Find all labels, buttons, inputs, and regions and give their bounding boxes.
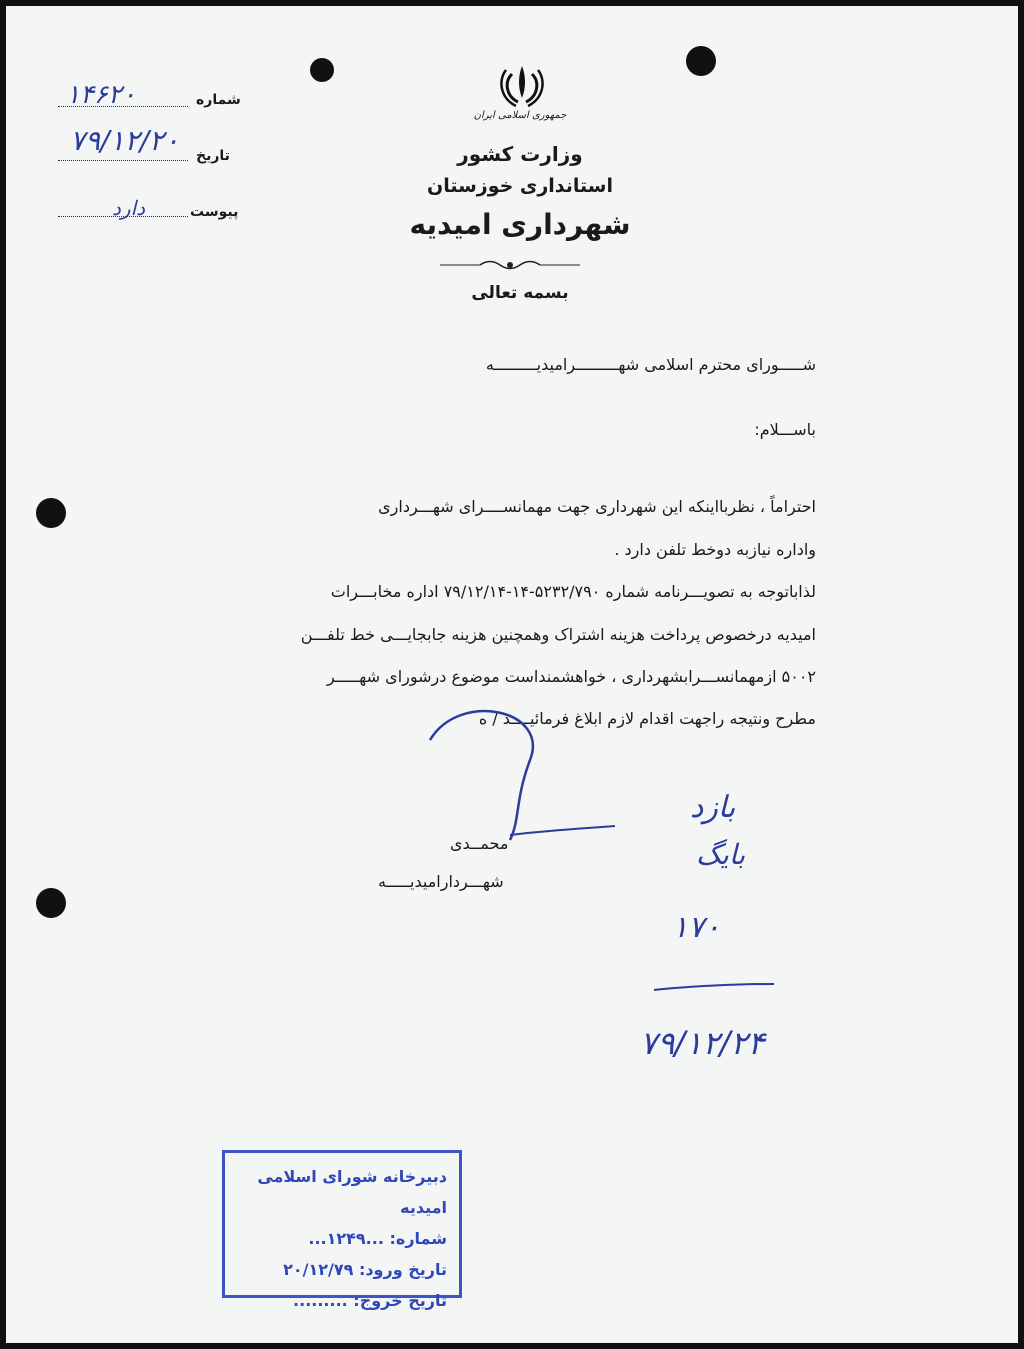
punch-hole <box>310 58 334 82</box>
date-label: تاریخ <box>196 148 230 164</box>
body-line-1: احتراماً ، نظربااینکه این شهرداری جهت مهمانســــرای شهـــرداری <box>378 497 816 516</box>
stamp-line-1: دبیرخانه شورای اسلامی امیدیه <box>257 1167 447 1217</box>
stamp-line-2: شماره: ...۱۲۴۹... <box>308 1229 447 1248</box>
body-line-3: لذاباتوجه به تصویـــرنامه شماره ۵۲۳۲/۷۹۰-۱۴-۷۹/۱۲/۱۴ اداره مخابـــرات <box>330 582 816 601</box>
ministry-title: وزارت کشور <box>457 142 583 166</box>
body-line-2: واداره نیازبه دوخط تلفن دارد . <box>614 540 816 559</box>
annotation-note-1: بازد <box>690 790 736 825</box>
body-line-5: ۵۰۰۲ ازمهمانســـرابشهرداری ، خواهشمنداست موضوع درشورای شهـــــر <box>327 667 816 686</box>
annotation-date: ۷۹/۱۲/۲۴ <box>640 1024 765 1062</box>
annotation-underline <box>650 970 780 1000</box>
date-line <box>58 160 188 161</box>
stamp-line-3: تاریخ ورود: ۲۰/۱۲/۷۹ <box>283 1260 447 1279</box>
signer-name: محمــدی <box>450 834 509 853</box>
recipient-line: شـــــورای محترم اسلامی شهـــــــــرامیدیـــــــــه <box>485 355 816 374</box>
attachment-value: دارد <box>112 196 146 220</box>
municipality-title: شهرداری امیدیه <box>409 208 631 241</box>
ornament-divider <box>440 258 580 272</box>
iran-emblem-icon <box>496 62 548 110</box>
date-value: ۷۹/۱۲/۲۰ <box>70 124 180 157</box>
greeting-line: باســـلام: <box>754 420 816 439</box>
annotation-note-3: ۱۷۰ <box>672 910 721 945</box>
council-secretariat-stamp <box>222 1150 462 1310</box>
punch-hole <box>36 498 66 528</box>
signer-title: شهـــرداراميديـــــه <box>378 872 504 891</box>
body-line-4: امیدیه درخصوص پرداخت هزینه اشتراک وهمچنین هزینه جابجایـــی خط تلفـــن <box>300 625 816 644</box>
annotation-note-2: بایگ <box>696 838 746 871</box>
attachment-label: پیوست <box>190 204 239 220</box>
punch-hole <box>36 888 66 918</box>
governorate-title: استانداری خوزستان <box>426 175 613 197</box>
number-value: ۱۴۶۲۰ <box>66 80 136 110</box>
bismillah-heading: بسمه تعالی <box>471 283 569 303</box>
body-line-6: مطرح ونتیجه راجهت اقدام لازم ابلاغ فرمائیــــد / ه <box>478 709 816 728</box>
emblem-caption: جمهوری اسلامی ایران <box>473 110 567 121</box>
signature-mark <box>400 700 630 850</box>
stamp-line-4: تاریخ خروج: ......... <box>293 1291 447 1310</box>
punch-hole <box>686 46 716 76</box>
number-label: شماره <box>196 92 241 108</box>
